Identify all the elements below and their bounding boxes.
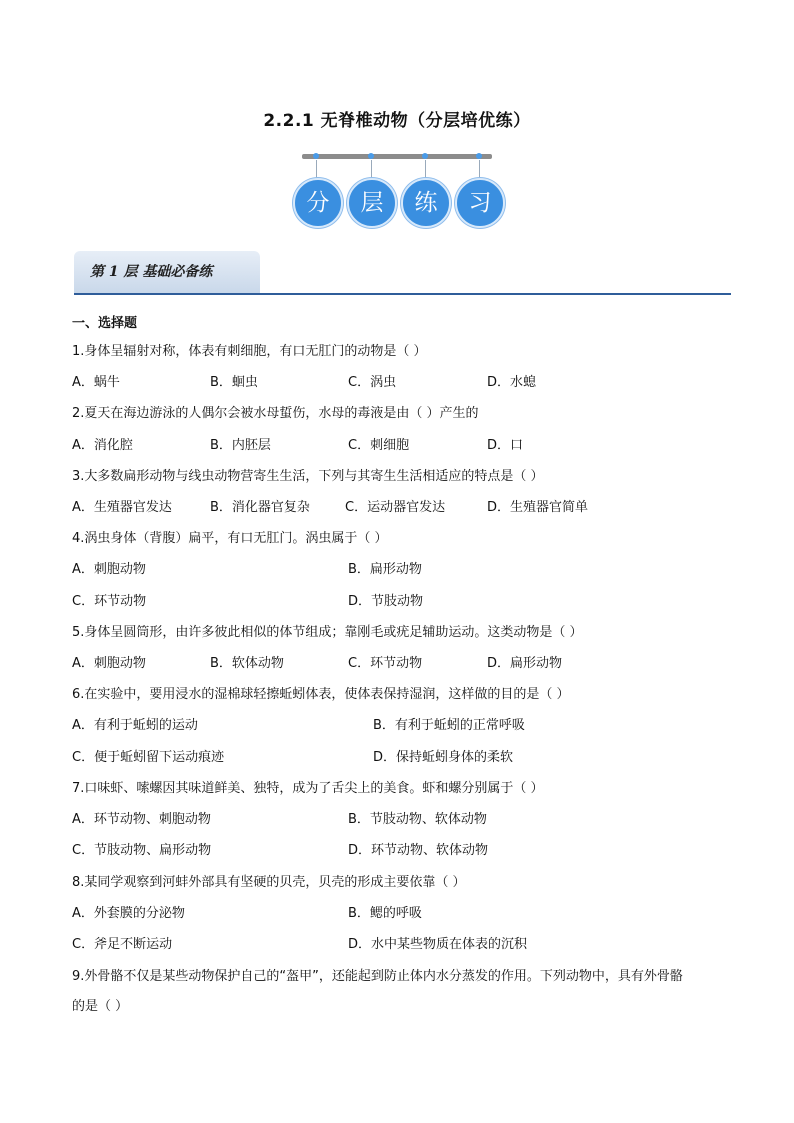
layer-heading: 第 1 层 基础必备练	[74, 251, 260, 293]
option: B．鳃的呼吸	[348, 906, 422, 921]
option: A．外套膜的分泌物	[72, 906, 185, 921]
option: A．有利于蚯蚓的运动	[72, 718, 198, 733]
option: A．刺胞动物	[72, 562, 146, 577]
question-stem: 4.涡虫身体（背腹）扁平，有口无肛门。涡虫属于（ ）	[72, 531, 388, 546]
option: C．节肢动物、扁形动物	[72, 843, 212, 858]
banner-char-circle: 习	[455, 178, 505, 228]
hanger-pin	[368, 153, 374, 159]
hanger-pin	[476, 153, 482, 159]
question-stem: 2.夏天在海边游泳的人偶尔会被水母蜇伤，水母的毒液是由（ ）产生的	[72, 406, 479, 421]
option: B．蛔虫	[210, 375, 258, 390]
question-stem: 7.口味虾、嗦螺因其味道鲜美、独特，成为了舌尖上的美食。虾和螺分别属于（ ）	[72, 781, 544, 796]
section-title: 一、选择题	[72, 316, 138, 331]
document-title: 2.2.1 无脊椎动物（分层培优练）	[263, 111, 531, 131]
question-stem: 3.大多数扁形动物与线虫动物营寄生生活，下列与其寄生生活相适应的特点是（ ）	[72, 469, 544, 484]
question-stem: 9.外骨骼不仅是某些动物保护自己的“盔甲”，还能起到防止体内水分蒸发的作用。下列动物中，具有外骨骼	[72, 969, 683, 984]
option: D．节肢动物	[348, 594, 424, 609]
option: C．环节动物	[348, 656, 423, 671]
option: C．便于蚯蚓留下运动痕迹	[72, 750, 225, 765]
option: A．生殖器官发达	[72, 500, 172, 515]
option: C．刺细胞	[348, 438, 410, 453]
question-stem-continuation: 的是（ ）	[72, 999, 129, 1014]
banner-char-circle: 层	[347, 178, 397, 228]
option: D．水中某些物质在体表的沉积	[348, 937, 528, 952]
layer-divider	[74, 293, 731, 295]
option: A．环节动物、刺胞动物	[72, 812, 211, 827]
option: D．水螅	[487, 375, 537, 390]
option: D．口	[487, 438, 524, 453]
option: D．环节动物、软体动物	[348, 843, 489, 858]
banner-string	[479, 160, 480, 180]
question-stem: 1.身体呈辐射对称，体表有刺细胞，有口无肛门的动物是（ ）	[72, 344, 427, 359]
question-stem: 6.在实验中，要用浸水的湿棉球轻擦蚯蚓体表，使体表保持湿润，这样做的目的是（ ）	[72, 687, 570, 702]
option: B．内胚层	[210, 438, 271, 453]
option: D．生殖器官简单	[487, 500, 589, 515]
question-stem: 8.某同学观察到河蚌外部具有坚硬的贝壳，贝壳的形成主要依靠（ ）	[72, 875, 466, 890]
question-stem: 5.身体呈圆筒形，由许多彼此相似的体节组成；靠刚毛或疣足辅助运动。这类动物是（ ）	[72, 625, 583, 640]
banner-char-circle: 练	[401, 178, 451, 228]
option: B．扁形动物	[348, 562, 422, 577]
option: D．保持蚯蚓身体的柔软	[373, 750, 514, 765]
option: A．刺胞动物	[72, 656, 146, 671]
option: C．斧足不断运动	[72, 937, 173, 952]
option: C．运动器官发达	[345, 500, 446, 515]
option: A．消化腔	[72, 438, 133, 453]
banner-hanger	[302, 154, 492, 159]
option: C．环节动物	[72, 594, 147, 609]
option: C．涡虫	[348, 375, 397, 390]
option: B．节肢动物、软体动物	[348, 812, 487, 827]
hanger-pin	[422, 153, 428, 159]
banner-string	[316, 160, 317, 180]
hanger-pin	[313, 153, 319, 159]
banner-char-circle: 分	[293, 178, 343, 228]
option: B．软体动物	[210, 656, 284, 671]
banner-string	[425, 160, 426, 180]
banner-string	[371, 160, 372, 180]
option: B．有利于蚯蚓的正常呼吸	[373, 718, 525, 733]
option: D．扁形动物	[487, 656, 563, 671]
option: A．蜗牛	[72, 375, 120, 390]
option: B．消化器官复杂	[210, 500, 310, 515]
